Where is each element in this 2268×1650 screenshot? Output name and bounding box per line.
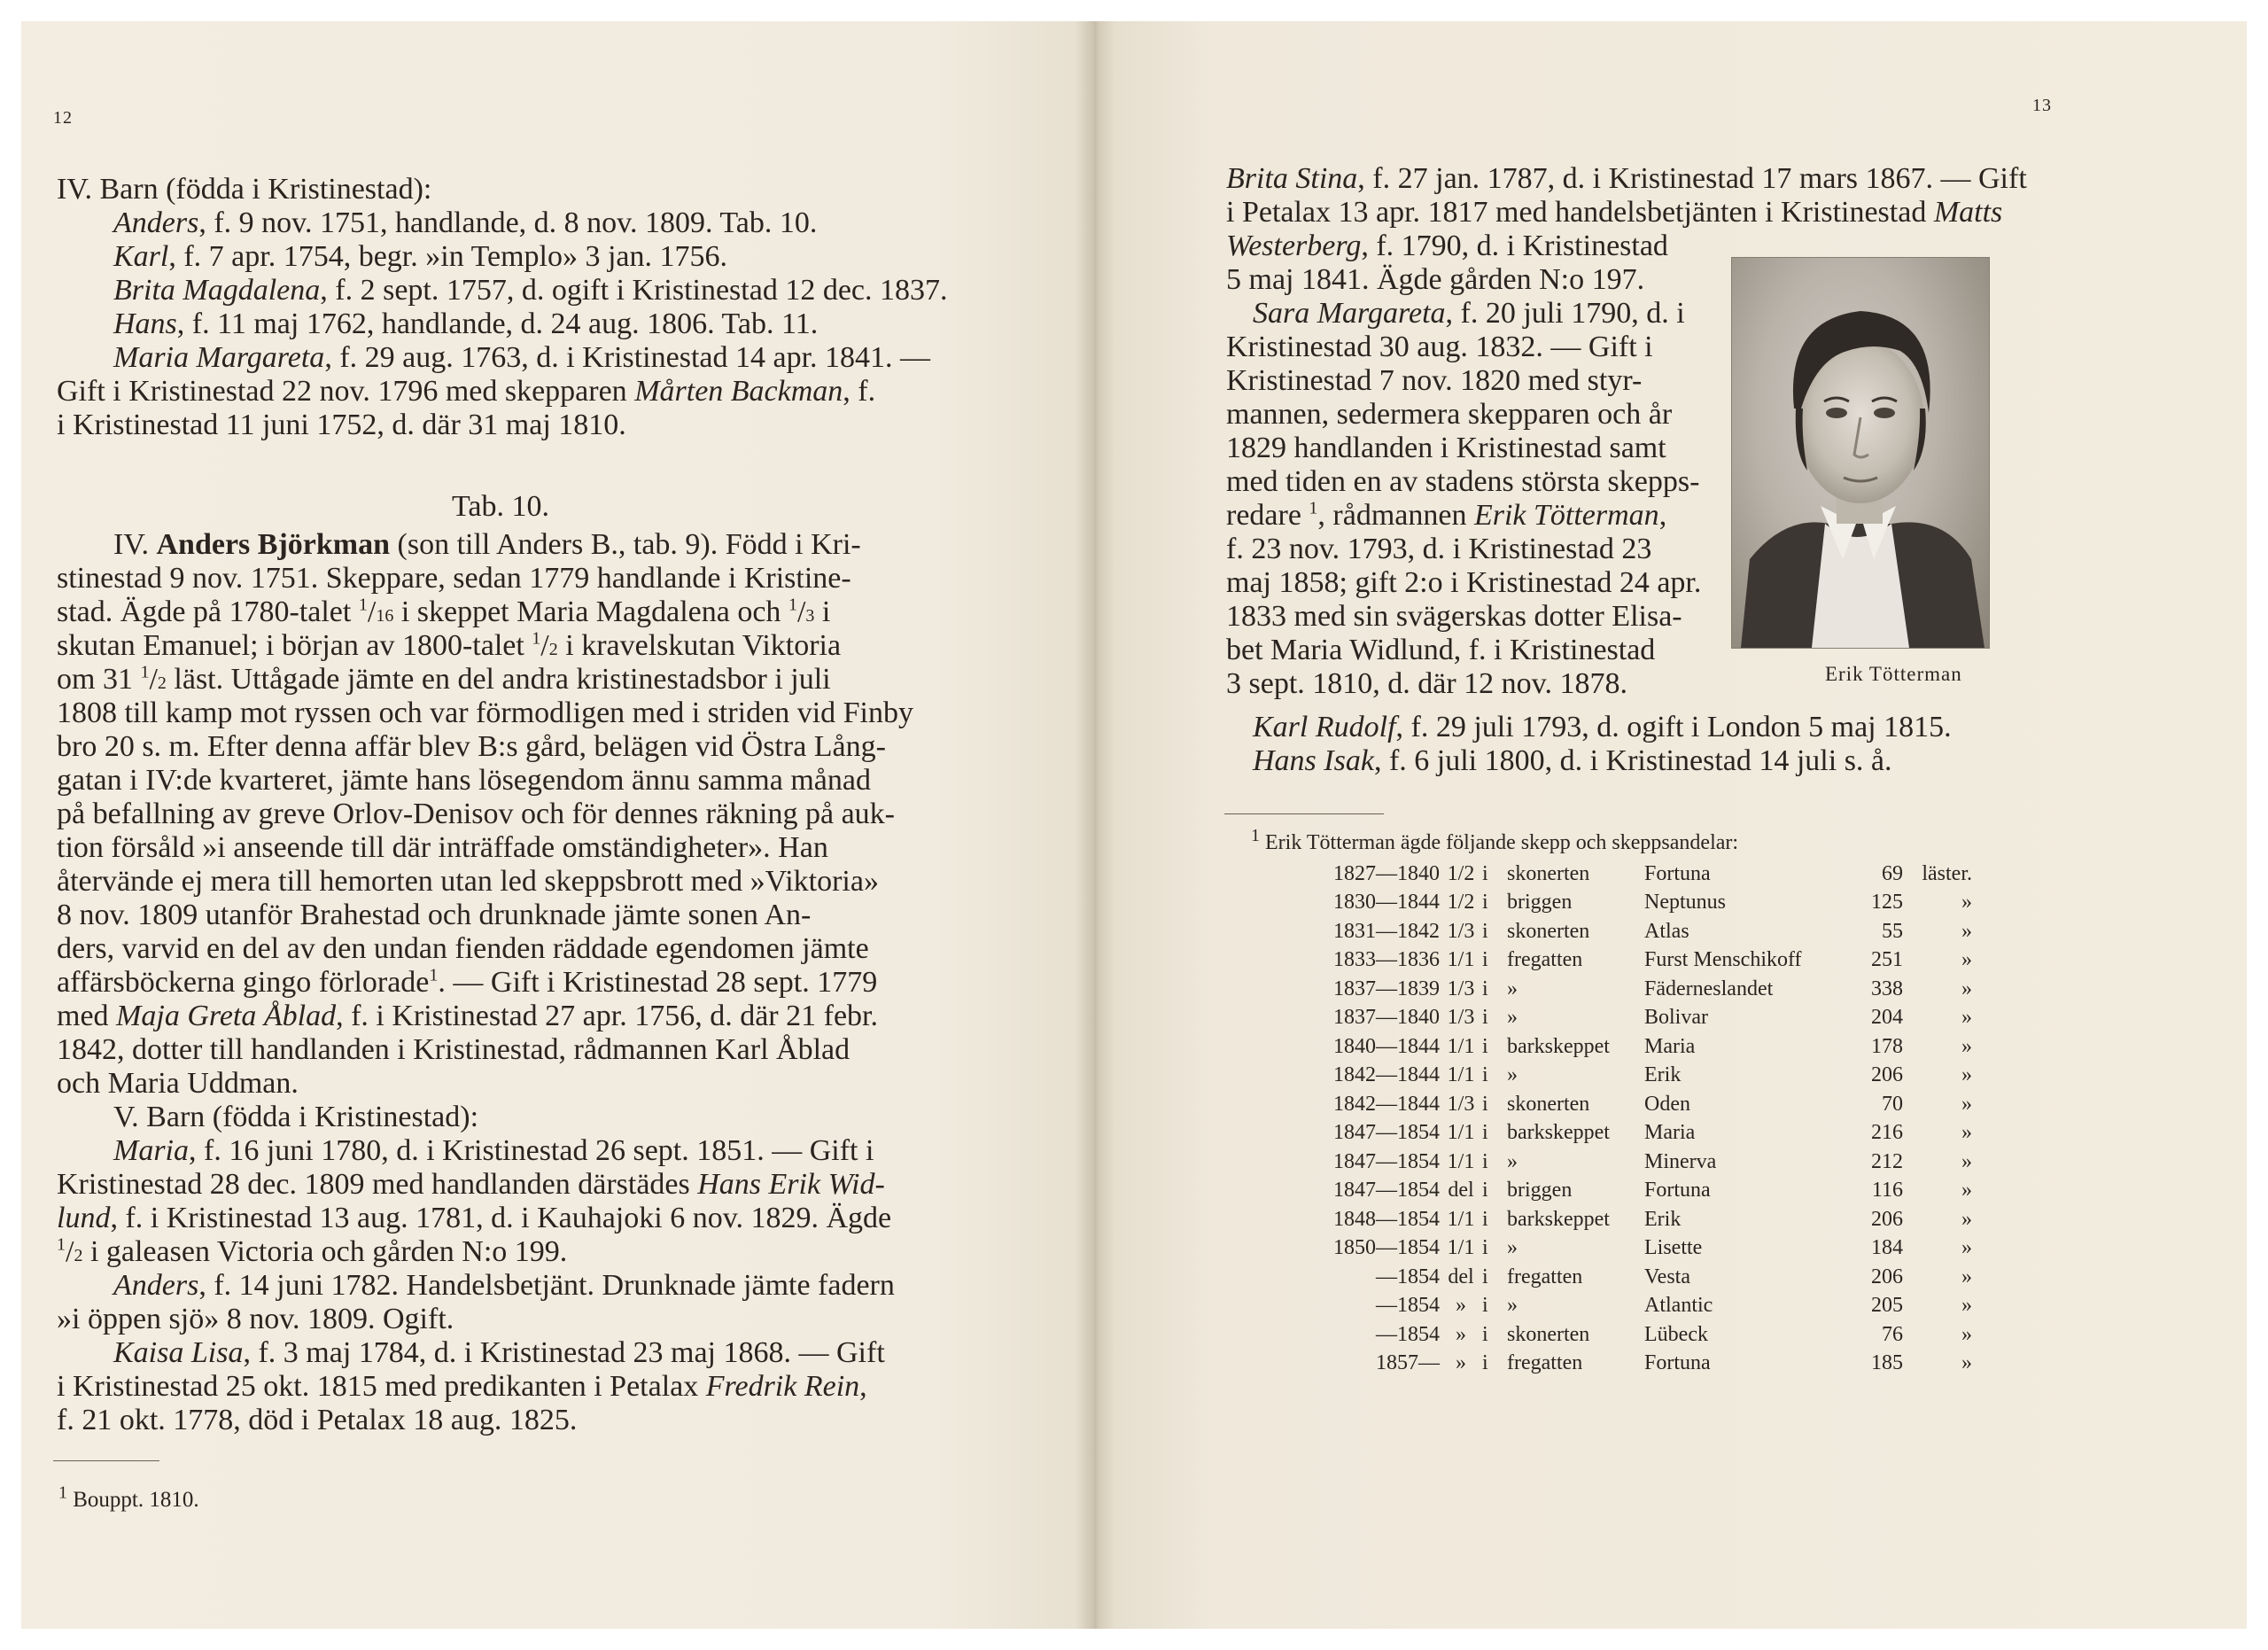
ship-name: Atlantic [1644,1294,1713,1318]
ship-share: 1/1 [1447,1149,1475,1173]
ship-share: » [1456,1322,1466,1346]
ship-prep: i [1482,1063,1488,1087]
ship-period: 1847—1854 [1333,1179,1440,1202]
left-text-line: om 31 $^1$/2 läst. Uttågade jämte en del andra kristinestadsbor i juli [57,662,831,696]
ship-share: 1/1 [1447,1207,1475,1231]
ship-ditto: » [1961,1121,1972,1145]
ship-name: Vesta [1644,1265,1690,1288]
ship-period: 1827—1840 [1333,861,1440,885]
ship-share: 1/3 [1447,977,1475,1000]
ship-type: fregatten [1507,948,1583,972]
ship-prep: i [1482,1121,1488,1145]
ship-share: 1/1 [1447,1034,1475,1058]
ship-ditto: » [1961,948,1972,972]
right-text-line: 3 sept. 1810, d. där 12 nov. 1878. [1226,667,1627,700]
ship-row [1320,1148,1972,1177]
left-text-line: ders, varvid en del av den undan fienden räddade egendomen jämte [57,932,869,965]
ship-period: 1842—1844 [1333,1063,1440,1087]
ship-row [1320,1062,1972,1091]
ship-lasts: 204 [1871,1006,1903,1030]
ship-name: Maria [1644,1121,1696,1145]
ship-type: » [1507,1294,1518,1318]
left-text-line: V. Barn (födda i Kristinestad): [113,1101,479,1133]
ship-prep: i [1482,861,1488,885]
ship-prep: i [1482,891,1488,915]
left-text-line: lund, f. i Kristinestad 13 aug. 1781, d. i Kauhajoki 6 nov. 1829. Ägde [57,1202,892,1234]
ship-ditto: » [1961,1149,1972,1173]
right-text-line: 1829 handlanden i Kristinestad samt [1226,432,1666,464]
ship-type: barkskeppet [1507,1207,1610,1231]
right-text-line: Hans Isak, f. 6 juli 1800, d. i Kristinestad 14 juli s. å. [1253,744,1892,777]
ship-prep: i [1482,1236,1488,1260]
ship-type: barkskeppet [1507,1034,1610,1058]
right-text-line: bet Maria Widlund, f. i Kristinestad [1226,634,1656,666]
left-text-line: i Kristinestad 25 okt. 1815 med predikanten i Petalax Fredrik Rein, [57,1370,867,1403]
ship-row [1320,917,1972,946]
ship-lasts: 206 [1871,1207,1903,1231]
ship-row [1320,1177,1972,1206]
ship-row [1320,889,1972,918]
ship-row [1320,1090,1972,1119]
ship-period: 1847—1854 [1333,1149,1440,1173]
ship-prep: i [1482,919,1488,943]
ship-lasts: 338 [1871,977,1903,1000]
right-text-line: Brita Stina, f. 27 jan. 1787, d. i Kristinestad 17 mars 1867. — Gift [1226,162,2027,195]
left-text-line: med Maja Greta Åblad, f. i Kristinestad 27 apr. 1756, d. där 21 febr. [57,1000,878,1032]
left-text-line: affärsböckerna gingo förlorade$^1$. — Gift i Kristinestad 28 sept. 1779 [57,965,878,999]
ship-prep: i [1482,1294,1488,1318]
left-text-line: på befallning av greve Orlov-Denisov och för dennes räkning på auk- [57,798,896,830]
ship-ditto: » [1961,1092,1972,1116]
ship-period: 1842—1844 [1333,1092,1440,1116]
portrait-image [1731,257,1990,649]
right-text-line: 5 maj 1841. Ägde gården N:o 197. [1226,263,1645,296]
right-text-line: med tiden en av stadens största skepps- [1226,465,1700,498]
ship-period: 1830—1844 [1333,891,1440,915]
right-text-line: Kristinestad 7 nov. 1820 med styr- [1226,364,1643,397]
ship-lasts: 212 [1871,1149,1903,1173]
ship-ditto: » [1961,1063,1972,1087]
ship-row [1320,1263,1972,1292]
ship-row [1320,1205,1972,1234]
portrait-caption: Erik Tötterman [1825,663,1962,685]
left-text-line: Kristinestad 28 dec. 1809 med handlanden därstädes Hans Erik Wid- [57,1168,885,1201]
left-text-line: Anders, f. 14 juni 1782. Handelsbetjänt. Drunknade jämte fadern [113,1269,895,1302]
ship-name: Fortuna [1644,1179,1711,1202]
ship-lasts: 251 [1871,948,1903,972]
right-text-line: Karl Rudolf, f. 29 juli 1793, d. ogift i London 5 maj 1815. [1253,711,1952,743]
left-text-line: IV. Anders Björkman (son till Anders B., tab. 9). Född i Kri- [113,528,861,561]
ship-type: skonerten [1507,1322,1590,1346]
portrait-drawing [1732,258,1989,648]
left-text-line: 1808 till kamp mot ryssen och var förmodligen med i striden vid Finby [57,697,913,729]
ship-lasts: 125 [1871,891,1903,915]
ship-period: 1833—1836 [1333,948,1440,972]
left-text-line: Kaisa Lisa, f. 3 maj 1784, d. i Kristinestad 23 maj 1868. — Gift [113,1336,885,1369]
left-text-line: Maria Margareta, f. 29 aug. 1763, d. i Kristinestad 14 apr. 1841. — [113,341,931,374]
ship-ditto: » [1961,919,1972,943]
ship-name: Neptunus [1644,891,1726,915]
right-text-line: 1833 med sin svägerskas dotter Elisa- [1226,600,1682,633]
ship-ditto: läster. [1922,861,1972,885]
left-text-line: 1842, dotter till handlanden i Kristinestad, rådmannen Karl Åblad [57,1033,850,1066]
ship-lasts: 116 [1871,1179,1903,1202]
ship-type: » [1507,1236,1518,1260]
ship-share: 1/1 [1447,1063,1475,1087]
ship-prep: i [1482,1179,1488,1202]
ship-lasts: 185 [1871,1351,1903,1375]
left-page-number: 12 [53,108,73,128]
left-text-line: gatan i IV:de kvarteret, jämte hans lösegendom ännu samma månad [57,764,871,797]
ship-prep: i [1482,1351,1488,1375]
ship-share: 1/3 [1447,1006,1475,1030]
ship-lasts: 70 [1882,1092,1903,1116]
left-footnote: $^1$ Bouppt. 1810. [58,1483,199,1512]
left-text-line: och Maria Uddman. [57,1067,299,1100]
right-page-number: 13 [2032,96,2052,115]
ship-name: Minerva [1644,1149,1717,1173]
left-text-line: Hans, f. 11 maj 1762, handlande, d. 24 aug. 1806. Tab. 11. [113,307,819,340]
ship-lasts: 184 [1871,1236,1903,1260]
ship-name: Erik [1644,1063,1682,1087]
ship-type: » [1507,1006,1518,1030]
ship-ditto: » [1961,891,1972,915]
ship-type: skonerten [1507,861,1590,885]
ship-name: Lisette [1644,1236,1703,1260]
ship-share: 1/3 [1447,919,1475,943]
ship-name: Oden [1644,1092,1690,1116]
ship-lasts: 206 [1871,1265,1903,1288]
left-text-line: Gift i Kristinestad 22 nov. 1796 med skepparen Mårten Backman, f. [57,375,876,408]
ship-ditto: » [1961,1006,1972,1030]
ship-period: 1857— [1376,1351,1440,1375]
right-text-line: Sara Margareta, f. 20 juli 1790, d. i [1253,297,1685,330]
right-text-line: maj 1858; gift 2:o i Kristinestad 24 apr. [1226,566,1702,599]
right-footnote-intro: $^1$ Erik Tötterman ägde följande skepp och skeppsandelar: [1251,826,1739,854]
ship-period: 1837—1840 [1333,1006,1440,1030]
ship-type: skonerten [1507,1092,1590,1116]
ship-row [1320,946,1972,976]
left-text-line: skutan Emanuel; i början av 1800-talet $^1$/2 i kravelskutan Viktoria [57,628,842,662]
ship-type: fregatten [1507,1265,1583,1288]
ship-row [1320,1320,1972,1350]
ship-ditto: » [1961,1179,1972,1202]
left-text-line: »i öppen sjö» 8 nov. 1809. Ogift. [57,1303,454,1335]
ship-name: Bolivar [1644,1006,1708,1030]
ship-row [1320,1032,1972,1062]
ship-prep: i [1482,1034,1488,1058]
left-footnote-rule [53,1460,159,1461]
ship-period: 1831—1842 [1333,919,1440,943]
right-text-line: redare $^1$, rådmannen Erik Tötterman, [1226,498,1667,532]
ship-share: » [1456,1294,1466,1318]
ship-period: —1854 [1376,1294,1440,1318]
ship-prep: i [1482,1207,1488,1231]
left-text-line: Anders, f. 9 nov. 1751, handlande, d. 8 nov. 1809. Tab. 10. [113,206,818,239]
ship-name: Lübeck [1644,1322,1708,1346]
right-footnote-rule [1224,813,1384,814]
ship-share: » [1456,1351,1466,1375]
ship-lasts: 205 [1871,1294,1903,1318]
ship-period: —1854 [1376,1322,1440,1346]
book-gutter [1076,21,1115,1629]
ship-type: fregatten [1507,1351,1583,1375]
ship-lasts: 69 [1882,861,1903,885]
ship-ditto: » [1961,1236,1972,1260]
ship-period: —1854 [1376,1265,1440,1288]
ship-share: 1/2 [1447,861,1475,885]
ship-row [1320,860,1972,889]
ship-share: 1/1 [1447,1236,1475,1260]
ship-name: Atlas [1644,919,1689,943]
ship-type: » [1507,1063,1518,1087]
left-text-line: IV. Barn (födda i Kristinestad): [57,173,432,206]
ship-name: Furst Menschikoff [1644,948,1802,972]
ship-ditto: » [1961,1351,1972,1375]
ship-ditto: » [1961,1322,1972,1346]
ship-period: 1840—1844 [1333,1034,1440,1058]
left-text-line: i Kristinestad 11 juni 1752, d. där 31 maj 1810. [57,409,626,441]
ship-share: del [1448,1265,1474,1288]
left-text-line: Karl, f. 7 apr. 1754, begr. »in Templo» 3 jan. 1756. [113,240,728,273]
ship-name: Erik [1644,1207,1682,1231]
ship-row [1320,975,1972,1004]
ship-period: 1850—1854 [1333,1236,1440,1260]
ship-row [1320,1119,1972,1148]
ship-share: 1/1 [1447,1121,1475,1145]
left-text-line: Tab. 10. [452,490,549,523]
ship-prep: i [1482,1149,1488,1173]
ship-row [1320,1350,1972,1379]
ship-type: briggen [1507,891,1573,915]
ship-lasts: 216 [1871,1121,1903,1145]
ship-prep: i [1482,1006,1488,1030]
ship-ditto: » [1961,1034,1972,1058]
right-text-line: Westerberg, f. 1790, d. i Kristinestad [1226,230,1668,262]
left-text-line: Brita Magdalena, f. 2 sept. 1757, d. ogift i Kristinestad 12 dec. 1837. [113,274,948,307]
left-text-line: återvände ej mera till hemorten utan led skeppsbrott med »Viktoria» [57,865,879,898]
ship-row [1320,1004,1972,1033]
right-text-line: mannen, sedermera skepparen och år [1226,398,1673,431]
right-text-line: i Petalax 13 apr. 1817 med handelsbetjänten i Kristinestad Matts [1226,196,2003,229]
ship-ditto: » [1961,1265,1972,1288]
left-text-line: $^1$/2 i galeasen Victoria och gården N:o 199. [57,1234,568,1268]
left-text-line: stinestad 9 nov. 1751. Skeppare, sedan 1779 handlande i Kristine- [57,562,851,595]
ship-name: Maria [1644,1034,1696,1058]
right-text-line: f. 23 nov. 1793, d. i Kristinestad 23 [1226,533,1652,565]
ship-type: barkskeppet [1507,1121,1610,1145]
ship-shares-table [1320,860,1972,1378]
ship-prep: i [1482,1322,1488,1346]
ship-prep: i [1482,948,1488,972]
ship-ditto: » [1961,1207,1972,1231]
ship-prep: i [1482,1265,1488,1288]
ship-prep: i [1482,977,1488,1000]
ship-row [1320,1234,1972,1264]
ship-type: skonerten [1507,919,1590,943]
ship-lasts: 178 [1871,1034,1903,1058]
ship-share: 1/3 [1447,1092,1475,1116]
ship-ditto: » [1961,977,1972,1000]
ship-name: Fortuna [1644,1351,1711,1375]
left-text-line: tion försåld »i anseende till där inträffade omständigheter». Han [57,831,828,864]
ship-name: Fortuna [1644,861,1711,885]
ship-type: » [1507,1149,1518,1173]
ship-period: 1837—1839 [1333,977,1440,1000]
ship-name: Fäderneslandet [1644,977,1774,1000]
ship-ditto: » [1961,1294,1972,1318]
left-text-line: stad. Ägde på 1780-talet $^1$/16 i skeppet Maria Magdalena och $^1$/3 i [57,595,831,628]
ship-prep: i [1482,1092,1488,1116]
ship-share: 1/2 [1447,891,1475,915]
right-text-line: Kristinestad 30 aug. 1832. — Gift i [1226,331,1653,363]
left-text-line: Maria, f. 16 juni 1780, d. i Kristinestad 26 sept. 1851. — Gift i [113,1134,874,1167]
left-text-line: f. 21 okt. 1778, död i Petalax 18 aug. 1825. [57,1404,578,1436]
ship-type: » [1507,977,1518,1000]
ship-share: 1/1 [1447,948,1475,972]
left-text-line: bro 20 s. m. Efter denna affär blev B:s gård, belägen vid Östra Lång- [57,730,886,763]
ship-type: briggen [1507,1179,1573,1202]
ship-period: 1847—1854 [1333,1121,1440,1145]
ship-lasts: 55 [1882,919,1903,943]
ship-lasts: 206 [1871,1063,1903,1087]
ship-row [1320,1292,1972,1321]
ship-period: 1848—1854 [1333,1207,1440,1231]
ship-lasts: 76 [1882,1322,1903,1346]
ship-share: del [1448,1179,1474,1202]
left-text-line: 8 nov. 1809 utanför Brahestad och drunknade jämte sonen An- [57,899,812,931]
